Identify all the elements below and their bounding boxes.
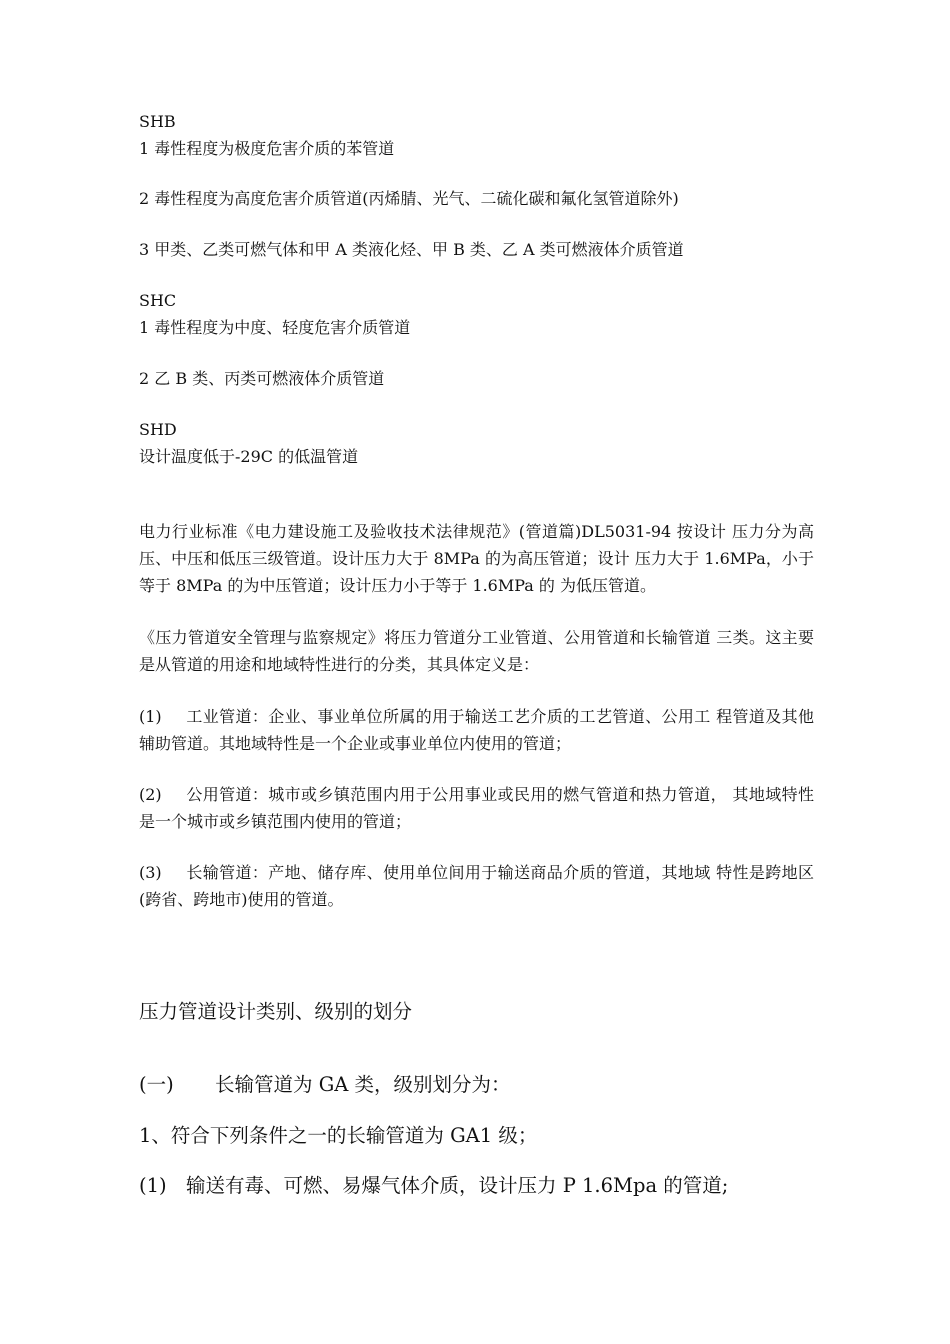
shd-item-1: 设计温度低于-29C 的低温管道: [139, 447, 359, 466]
subsection-text: 长输管道为 GA 类，级别划分为：: [215, 1073, 511, 1096]
subsection-label: (一): [139, 1073, 174, 1096]
shd-heading: SHD: [139, 420, 177, 439]
shc-item-2: 2 乙 B 类、丙类可燃液体介质管道: [139, 369, 385, 388]
ga1-item: 1、符合下列条件之一的长输管道为 GA1 级；: [139, 1124, 538, 1147]
definition-label: (3): [139, 863, 162, 882]
condition-label: (1): [139, 1174, 167, 1197]
shb-item-3: 3 甲类、乙类可燃气体和甲 A 类液化烃、甲 B 类、乙 A 类可燃液体介质管道: [139, 240, 684, 259]
condition-text: 输送有毒、可燃、易爆气体介质，设计压力 P 1.6Mpa 的管道;: [186, 1174, 729, 1197]
power-standard-paragraph: 电力行业标准《电力建设施工及验收技术法律规范》(管道篇)DL5031-94 按设计 压力分为高压、中压和低压三级管道。设计压力大于 8MPa 的为高压管道；设计 压力大于 1.6MPa，小于等于 8MPa 的为中压管道；设计压力小于等于 1.6MPa 的 为低压管道。: [139, 522, 814, 595]
shc-item-1: 1 毒性程度为中度、轻度危害介质管道: [139, 318, 411, 337]
definition-public: [139, 781, 814, 835]
ga1-condition-1: [139, 1174, 728, 1198]
shb-item-1: 1 毒性程度为极度危害介质的苯管道: [139, 139, 395, 158]
definition-text: 工业管道：企业、事业单位所属的用于输送工艺介质的工艺管道、公用工 程管道及其他辅助管道。其地域特性是一个企业或事业单位内使用的管道；: [139, 707, 814, 753]
regulation-intro-paragraph: 《压力管道安全管理与监察规定》将压力管道分工业管道、公用管道和长输管道 三类。这主要是从管道的用途和地域特性进行的分类，其具体定义是：: [139, 628, 814, 674]
definition-long-distance: [139, 859, 814, 913]
definition-label: (1): [139, 707, 162, 726]
section-title: 压力管道设计类别、级别的划分: [139, 1000, 413, 1023]
definition-text: 公用管道：城市或乡镇范围内用于公用事业或民用的燃气管道和热力管道， 其地域特性是一个城市或乡镇范围内使用的管道；: [139, 785, 814, 831]
shb-heading: SHB: [139, 112, 176, 131]
shb-item-2: 2 毒性程度为高度危害介质管道(丙烯腈、光气、二硫化碳和氟化氢管道除外): [139, 189, 679, 208]
subsection-heading: [139, 1073, 511, 1097]
definition-industrial: [139, 703, 814, 757]
definition-text: 长输管道：产地、储存库、使用单位间用于输送商品介质的管道，其地域 特性是跨地区(跨省、跨地市)使用的管道。: [139, 863, 814, 909]
shc-heading: SHC: [139, 291, 177, 310]
definition-label: (2): [139, 785, 162, 804]
